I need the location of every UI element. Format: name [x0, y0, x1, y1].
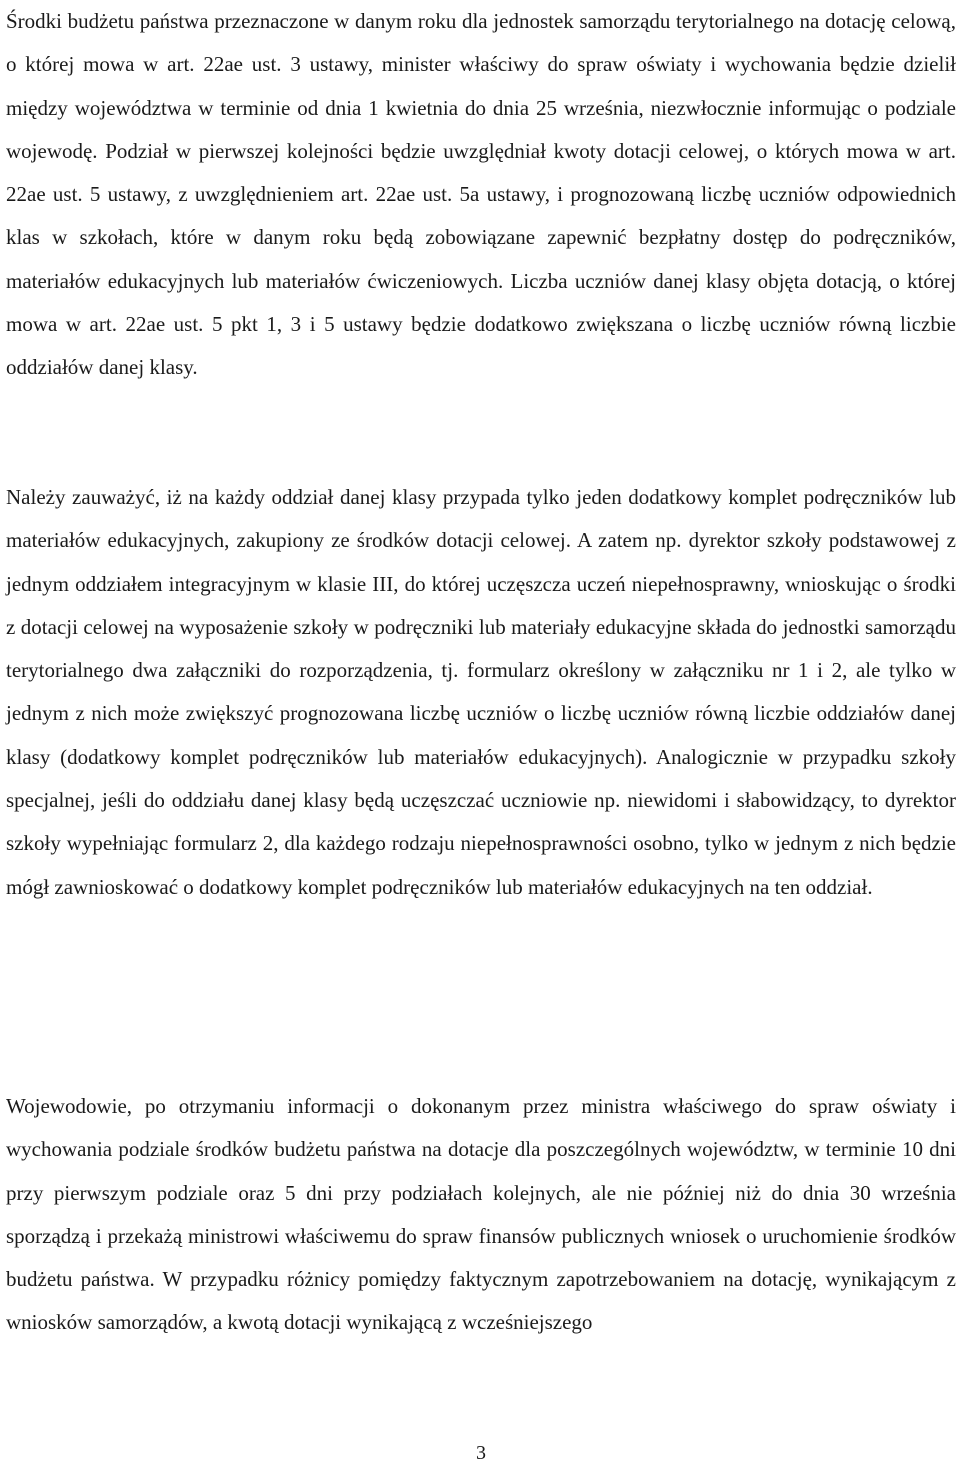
paragraph-1: Środki budżetu państwa przeznaczone w danym roku dla jednostek samorządu terytorialnego na dotację celową, o której mowa w art. 22ae ust. 3 ustawy, minister właściwy do spraw oświaty i wychowania będzie dzielił między województwa w terminie od dnia 1 kwietnia do dnia 25 września, niezwłocznie informując o podziale wojewodę. Podział w pierwszej kolejności będzie uwzględniał kwoty dotacji celowej, o których mowa w art. 22ae ust. 5 ustawy, z uwzględnieniem art. 22ae ust. 5a ustawy, i prognozowaną liczbę uczniów odpowiednich klas w szkołach, które w danym roku będą zobowiązane zapewnić bezpłatny dostęp do podręczników, materiałów edukacyjnych lub materiałów ćwiczeniowych. Liczba uczniów danej klasy objęta dotacją, o której mowa w art. 22ae ust. 5 pkt 1, 3 i 5 ustawy będzie dodatkowo zwiększana o liczbę uczniów równą liczbie oddziałów danej klasy.	[6, 9, 956, 380]
paragraph-3: Wojewodowie, po otrzymaniu informacji o dokonanym przez ministra właściwego do spraw oświaty i wychowania podziale środków budżetu państwa na dotacje dla poszczególnych województw, w terminie 10 dni przy pierwszym podziale oraz 5 dni przy podziałach kolejnych, ale nie później niż do dnia 30 września sporządzą i przekażą ministrowi właściwemu do spraw finansów publicznych wniosek o uruchomienie środków budżetu państwa. W przypadku różnicy pomiędzy faktycznym zapotrzebowaniem na dotację, wynikającym z wniosków samorządów, a kwotą dotacji wynikającą z wcześniejszego	[6, 1094, 956, 1335]
paragraph-2: Należy zauważyć, iż na każdy oddział danej klasy przypada tylko jeden dodatkowy komplet podręczników lub materiałów edukacyjnych, zakupiony ze środków dotacji celowej. A zatem np. dyrektor szkoły podstawowej z jednym oddziałem integracyjnym w klasie III, do której uczęszcza uczeń niepełnosprawny, wnioskując o środki z dotacji celowej na wyposażenie szkoły w podręczniki lub materiały edukacyjne składa do jednostki samorządu terytorialnego dwa załączniki do rozporządzenia, tj. formularz określony w załączniku nr 1 i 2, ale tylko w jednym z nich może zwiększyć prognozowana liczbę uczniów o liczbę uczniów równą liczbie oddziałów danej klasy (dodatkowy komplet podręczników lub materiałów edukacyjnych). Analogicznie w przypadku szkoły specjalnej, jeśli do oddziału danej klasy będą uczęszczać uczniowie np. niewidomi i słabowidzący, to dyrektor szkoły wypełniając formularz 2, dla każdego rodzaju niepełnosprawności osobno, tylko w jednym z nich będzie mógł zawnioskować o dodatkowy komplet podręczników lub materiałów edukacyjnych na ten oddział.	[6, 485, 956, 899]
document-page	[6, 0, 956, 1472]
page-number: 3	[476, 1442, 486, 1464]
